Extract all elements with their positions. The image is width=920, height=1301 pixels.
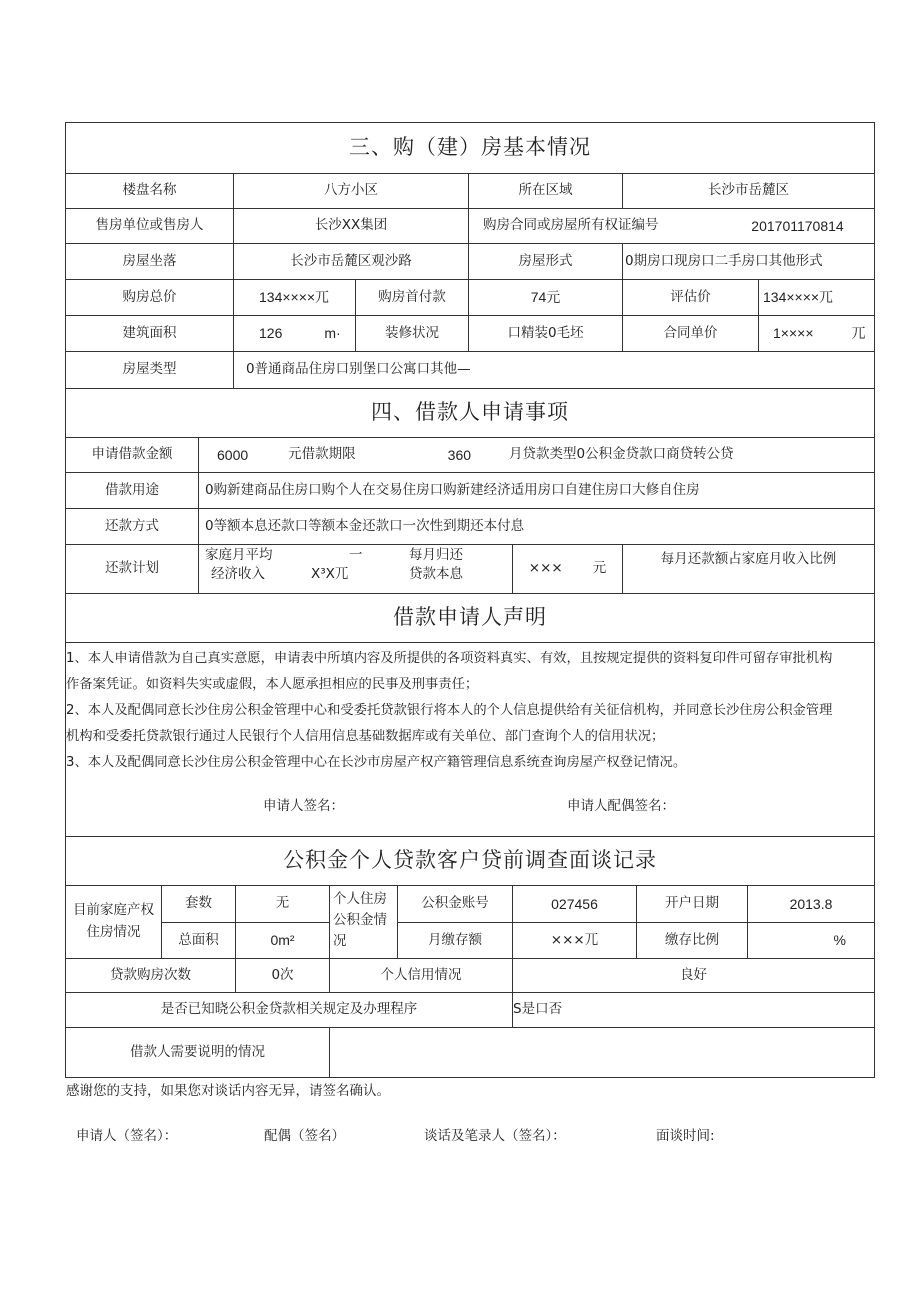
repay-label: 还款方式 [65,508,199,545]
monthly-deposit-label: 月缴存额 [397,922,513,959]
income-value: X³X兀 [311,566,349,582]
fund-label-1: 个人住房 [333,891,387,907]
total-price-label: 购房总价 [65,279,234,316]
project-label: 楼盘名称 [65,173,234,209]
explain-label: 借款人需要说明的情况 [65,1027,330,1078]
project-value: 八方小区 [233,173,469,209]
region-value: 长沙市岳麓区 [622,173,875,209]
appraisal-value: 134××××兀 [758,279,875,316]
term-text: 月贷款类型0公积金贷款口商贷转公贷 [509,446,734,463]
income-cell [198,544,513,594]
income-label-1: 家庭月平均 [205,547,273,563]
section-house-title: 三、购（建）房基本情况 [65,122,875,174]
seller-value: 长沙XX集团 [233,208,469,244]
type-value: 0普通商品住房口别堡口公寓口其他— [233,351,875,389]
declaration-line-1a: 1、本人申请借款为自己真实意愿，申请表中所填内容及所提供的各项资料真实、有效，且按规定提供的资料复印件可留存审批机构 [66,651,833,666]
declaration-line-1b: 作备案凭证。如资料失实或虚假，本人愿承担相应的民事及刑事责任； [66,677,479,692]
deposit-ratio-label: 缴存比例 [636,922,748,959]
contract-label: 购房合同或房屋所有权证编号 [468,208,722,244]
amount-row [198,437,875,473]
fund-label-2: 公积金情 [333,912,387,928]
amount-label: 申请借款金额 [65,437,199,473]
down-payment-label: 购房首付款 [355,279,469,316]
term-value: 360 [447,446,472,463]
income-dash: 一 [349,547,363,563]
monthly-label-1: 每月归还 [409,547,463,563]
income-label-2: 经济收入 [211,566,265,582]
monthly-cell [512,544,623,594]
decoration-label: 装修状况 [355,315,469,352]
footer-recorder-sign: 谈话及笔录人（签名）： [424,1128,566,1144]
area-unit: m· [324,325,341,342]
total-price-value: 134××××兀 [233,279,356,316]
housing-label [65,885,162,959]
footer-applicant-sign: 申请人（签名）： [76,1128,178,1144]
unit-price-label: 合同单价 [622,315,759,352]
footer-spouse-sign: 配偶（签名） [264,1128,345,1144]
account-label: 公积金账号 [397,885,513,923]
footer-interview-time: 面谈时间: [656,1128,715,1144]
declaration-line-2b: 机构和受委托贷款银行通过人民银行个人信用信息基础数据库或有关单位、部门查询个人的信用状况； [66,729,665,744]
unit-price-cell [758,315,875,352]
declaration-title: 借款申请人声明 [65,593,875,643]
plan-label: 还款计划 [65,544,199,594]
loan-times-label: 贷款购房次数 [65,958,236,993]
location-label: 房屋坐落 [65,243,234,280]
purpose-label: 借款用途 [65,472,199,509]
declaration-line-3: 3、本人及配偶同意长沙住房公积金管理中心在长沙市房屋产权产籍管理信息系统查询房屋产权登记情况。 [66,755,687,770]
declaration-line-2a: 2、本人及配偶同意长沙住房公积金管理中心和受委托贷款银行将本人的个人信息提供给有关征信机构，并同意长沙住房公积金管理 [66,703,833,718]
area-cell [233,315,356,352]
down-payment-value: 74元 [468,279,623,316]
decoration-value: 口精装0毛坯 [468,315,623,352]
open-date-label: 开户日期 [636,885,748,923]
amount-text: 元借款期限 [288,446,356,463]
monthly-value: ××× [528,560,563,577]
fund-label-3: 况 [333,933,347,949]
purpose-value: 0购新建商品住房口购个人在交易住房口购新建经济适用房口自建住房口大修自住房 [198,472,875,509]
region-label: 所在区域 [468,173,623,209]
contract-value: 201701170814 [721,208,875,244]
deposit-ratio-value: % [747,922,875,959]
account-value: 027456 [512,885,637,923]
area-value: 126 [259,325,283,342]
spouse-sign-label: 申请人配偶签名： [567,798,675,814]
form-value: 0期房口现房口二手房口其他形式 [622,243,875,280]
housing-label-1: 目前家庭产权 [73,902,154,919]
loan-times-value: 0次 [235,958,330,993]
known-label: 是否已知晓公积金贷款相关规定及办理程序 [65,992,513,1028]
known-value: S是口否 [512,992,875,1028]
housing-label-2: 住房情况 [86,924,141,940]
total-area-value: 0m² [235,922,330,959]
declaration-text [66,646,874,776]
fund-label [329,885,398,959]
form-label: 房屋形式 [468,243,623,280]
interview-title: 公积金个人贷款客户贷前调查面谈记录 [65,836,875,886]
applicant-sign-label: 申请人签名： [263,798,344,814]
monthly-label-2: 贷款本息 [409,566,463,582]
unit-price-value: 1×××× [773,325,814,342]
monthly-unit: 元 [592,560,607,577]
seller-label: 售房单位或售房人 [65,208,234,244]
footer-thanks: 感谢您的支持，如果您对谈话内容无异，请签名确认。 [66,1083,390,1099]
explain-value[interactable] [329,1027,875,1078]
section-loan-title: 四、借款人申请事项 [65,388,875,438]
monthly-deposit-value: ×××兀 [512,922,637,959]
credit-label: 个人信用情况 [329,958,513,993]
open-date-value: 2013.8 [747,885,875,923]
type-label: 房屋类型 [65,351,234,389]
repay-value: 0等额本息还款口等额本金还款口一次性到期还本付息 [198,508,875,545]
total-area-label: 总面积 [161,922,236,959]
appraisal-label: 评估价 [622,279,759,316]
sets-label: 套数 [161,885,236,923]
ratio-label: 每月还款额占家庭月收入比例 [622,544,875,594]
location-value: 长沙市岳麓区观沙路 [233,243,469,280]
credit-value: 良好 [512,958,875,993]
unit-price-unit: 兀 [851,325,866,342]
amount-value: 6000 [217,446,249,463]
sets-value: 无 [235,885,330,923]
area-label: 建筑面积 [65,315,234,352]
